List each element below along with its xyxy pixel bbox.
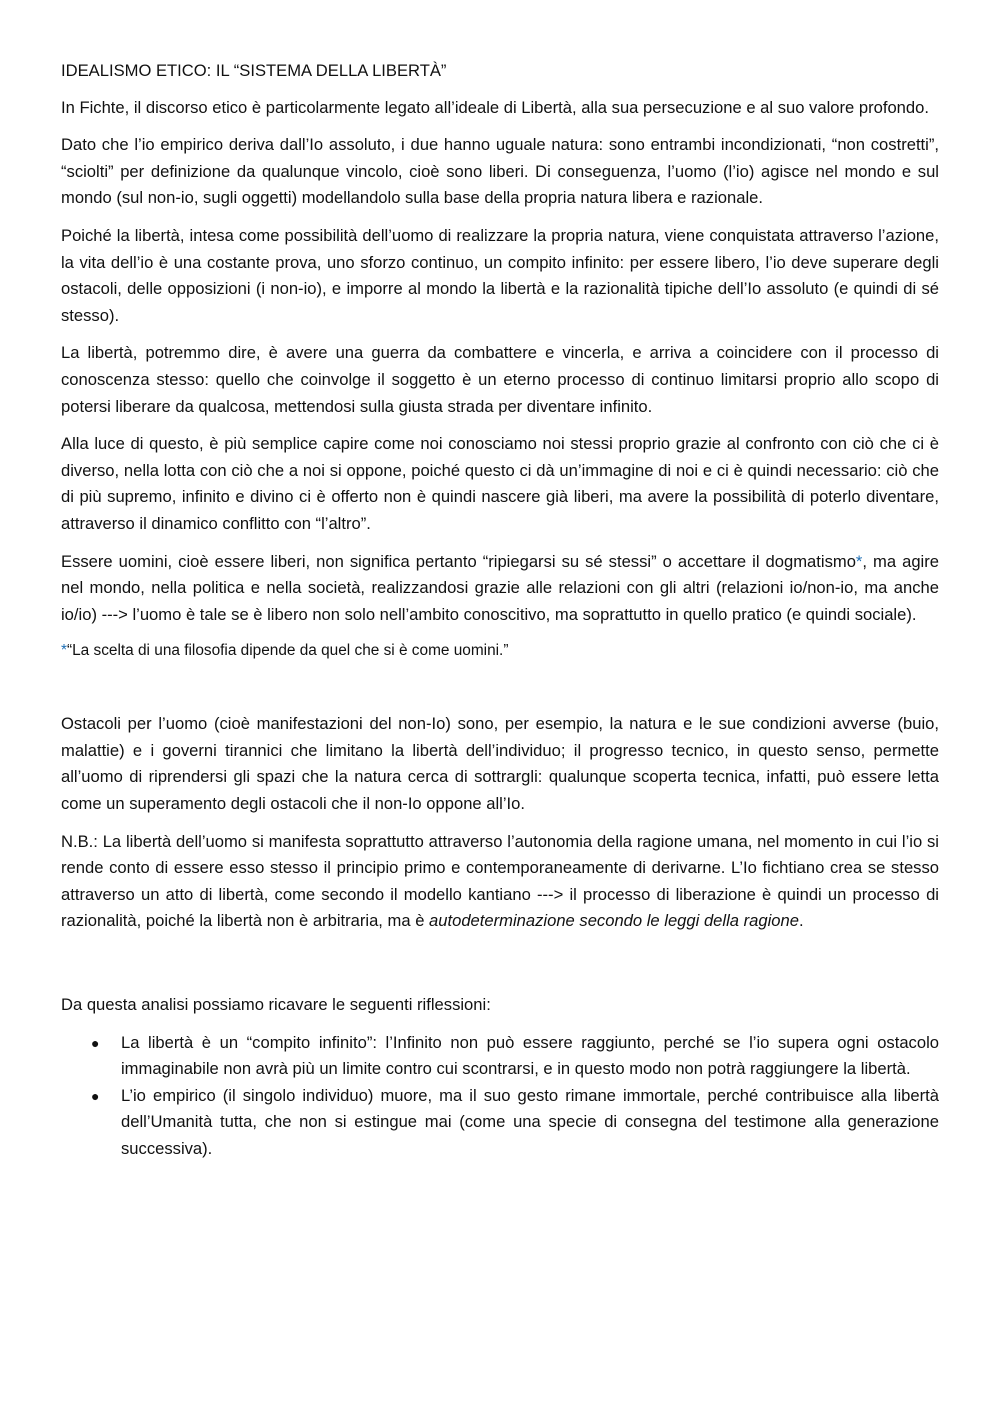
spacer — [61, 946, 939, 992]
list-item — [91, 1083, 939, 1163]
paragraph-nb — [61, 829, 939, 935]
paragraph-obstacles: Ostacoli per l’uomo (cioè manifestazioni del non-Io) sono, per esempio, la natura e le sue condizioni avverse (buio, malattie) e i governi tirannici che limitano la libertà dell’individuo; il progresso tecnico, in questo senso, permette all’uomo di riprendersi gli spazi che la natura cerca di sottrargli: qualunque scoperta tecnica, infatti, può essere letta come un superamento degli ostacoli che il non-Io oppone all’Io. — [61, 714, 939, 814]
footnote-text: “La scelta di una filosofia dipende da quel che si è come uomini.” — [67, 642, 509, 660]
spacer — [61, 663, 939, 711]
nb-end: . — [798, 911, 804, 931]
paragraph-self-knowledge: Alla luce di questo, è più semplice capire come noi conosciamo noi stessi proprio grazie al confronto con ciò che ci è diverso, nella lotta con ciò che a noi si oppone, poiché questo ci dà un’immagine di noi e ci è quindi necessario: ciò che di più supremo, infinito e divino ci è offerto non è quindi nascere già liberi, ma avere la possibilità di poterlo diventare, attraverso il dinamico conflitto con “l’altro”. — [61, 434, 939, 533]
footnote — [61, 639, 939, 663]
bullet-icon: ● — [91, 1034, 100, 1051]
footnote-marker: * — [855, 551, 863, 571]
document-page — [61, 58, 939, 1163]
paragraph-freedom-action: Poiché la libertà, intesa come possibilità dell’uomo di realizzare la propria natura, viene conquistata attraverso l’azione, la vita dell’io è una costante prova, uno sforzo continuo, un compito infinito: per essere libero, l’io deve superare degli ostacoli, delle opposizioni (i non-io), e imporre al mondo la libertà e la razionalità tipiche dell’Io assoluto (e quindi di sé stesso). — [61, 225, 939, 325]
list-item-text: L’io empirico (il singolo individuo) muore, ma il suo gesto rimane immortale, perché contribuisce alla libertà dell’Umanità tutta, che non si estingue mai (come una specie di consegna del testimone alla generazione successiva). — [121, 1085, 939, 1158]
paragraph-intro: In Fichte, il discorso etico è particolarmente legato all’ideale di Libertà, alla sua persecuzione e al suo valore profondo. — [61, 97, 929, 117]
paragraph-freedom-war: La libertà, potremmo dire, è avere una guerra da combattere e vincerla, e arriva a coincidere con il processo di conoscenza stesso: quello che coinvolge il soggetto è un eterno processo di continuo limitarsi proprio allo scopo di potersi liberare da qualcosa, mettendosi sulla giusta strada per diventare infinito. — [61, 343, 939, 416]
reflections-list — [61, 1030, 939, 1163]
paragraph-being-men — [61, 549, 939, 629]
footnote-asterisk: * — [61, 642, 67, 660]
paragraph-being-men-text: Essere uomini, cioè essere liberi, non significa pertanto “ripiegarsi su sé stessi” o accettare il dogmatismo — [61, 551, 856, 571]
list-intro: Da questa analisi possiamo ricavare le seguenti riflessioni: — [61, 995, 491, 1015]
nb-text: N.B.: La libertà dell’uomo si manifesta soprattutto attraverso l’autonomia della ragione umana, nel momento in cui l’io si rende conto di essere esso stesso il principio primo e contemporaneamente di derivarne. L’Io fichtiano crea se stesso attraverso un atto di libertà, come secondo il modello kantiano ---> il processo di liberazione è quindi un processo di razionalità, poiché la libertà non è arbitraria, ma è — [61, 831, 939, 931]
list-item-text: La libertà è un “compito infinito”: l’Infinito non può essere raggiunto, perché se l’io supera ogni ostacolo immaginabile non avrà più un limite contro cui scontrarsi, e in questo modo non potrà raggiungere la libertà. — [121, 1032, 939, 1079]
paragraph-being-men-text-cont: , ma agire nel mondo, nella politica e nella società, realizzandosi grazie alle relazioni con gli altri (relazioni io/non-io, ma anche io/io) ---> l’uomo è tale se è libero non solo nell’ambito conoscitivo, ma soprattutto in quello pratico (e quindi sociale). — [61, 551, 939, 624]
list-item — [91, 1030, 939, 1083]
bullet-icon: ● — [91, 1087, 100, 1104]
paragraph-empirical-io: Dato che l’io empirico deriva dall’Io assoluto, i due hanno uguale natura: sono entrambi incondizionati, “non costretti”, “sciolti” per definizione da qualunque vincolo, cioè sono liberi. Di conseguenza, l’uomo (l’io) agisce nel mondo e sul mondo (sul non-io, sugli oggetti) modellandolo sulla base della propria natura libera e razionale. — [61, 135, 939, 208]
nb-italic: autodeterminazione secondo le leggi della ragione — [429, 911, 799, 931]
document-title: IDEALISMO ETICO: IL “SISTEMA DELLA LIBERTÀ” — [61, 61, 447, 80]
